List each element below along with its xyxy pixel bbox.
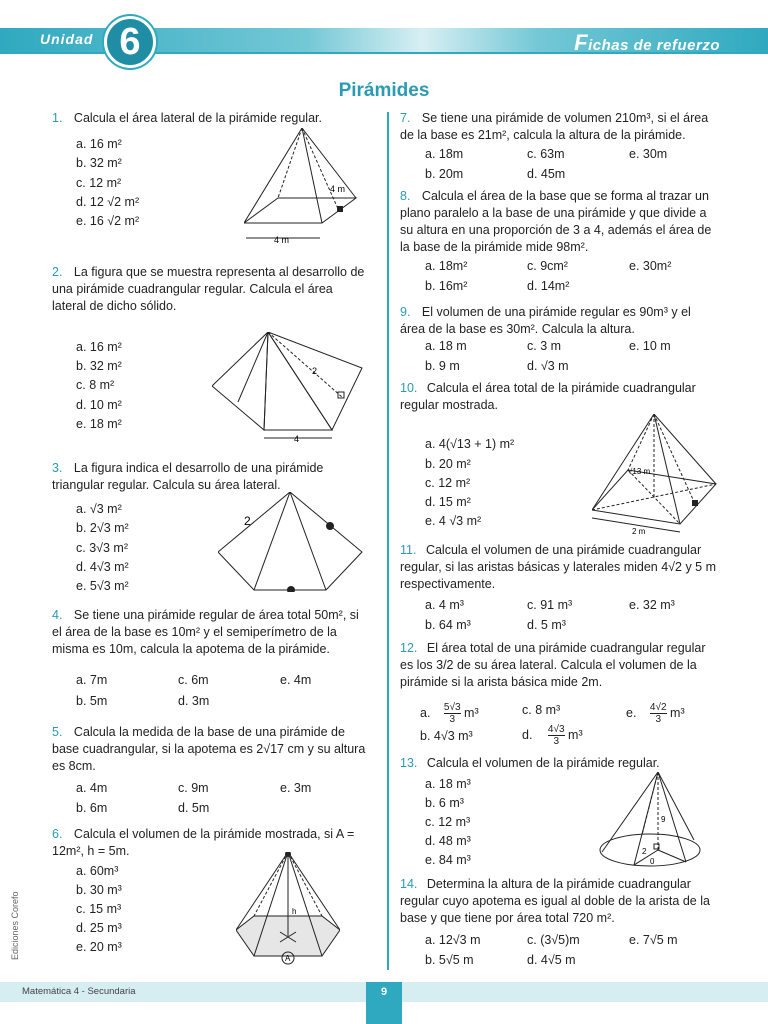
option: c. 12 m²	[425, 476, 471, 490]
question-text: Se tiene una pirámide de volumen 210m³, si el área de la base es 21m², calcula la altura de la pirámide.	[400, 111, 709, 142]
question-13	[400, 755, 718, 772]
figure-q13-pyramid	[598, 772, 702, 870]
option: a. 18m²	[425, 259, 468, 273]
option: b. 5m	[76, 694, 108, 708]
question-number: 12.	[400, 641, 418, 655]
option: e. 4m	[280, 673, 312, 687]
option: e. 5√3 m²	[76, 579, 129, 593]
option: c. 6m	[178, 673, 209, 687]
option: b. 32 m²	[76, 359, 122, 373]
question-text: Calcula el área de la base que se forma al trazar un plano paralelo a la base de una pirámide y que divide a su altura en una proporción de 3 a 4, además el área de la base de la pirámide mide 98m².	[400, 189, 712, 254]
fraction-denominator: 3	[553, 736, 560, 747]
option: e. 4 √3 m²	[425, 514, 482, 528]
figure-label: 2	[312, 366, 318, 376]
option: b. 6 m³	[425, 796, 464, 810]
question-number: 1.	[52, 111, 63, 125]
option: a. 4m	[76, 781, 108, 795]
option: d. 14m²	[527, 279, 570, 293]
question-text: Calcula el volumen de la pirámide regular.	[426, 756, 660, 770]
question-text: Calcula la medida de la base de una pirámide de base cuadrangular, si la apotema es 2√17 cm y su altura es 8cm.	[52, 725, 366, 773]
option: b. 6m	[76, 801, 108, 815]
question-number: 7.	[400, 111, 411, 125]
page-title: Pirámides	[338, 80, 430, 101]
publisher-credit: Ediciones Corefo	[10, 891, 20, 960]
option: c. 91 m³	[527, 598, 573, 612]
question-text: Calcula el volumen de la pirámide mostrada, si A = 12m², h = 5m.	[52, 827, 355, 858]
question-8	[400, 188, 718, 256]
option: d. √3 m	[527, 359, 569, 373]
figure-label: 9	[661, 815, 666, 824]
option: b. 20 m²	[425, 457, 471, 471]
option: e. 10 m	[629, 339, 671, 353]
option: e. 20 m³	[76, 940, 122, 954]
option: d. 3m	[178, 694, 210, 708]
option: c. 3√3 m²	[76, 541, 129, 555]
question-10	[400, 380, 718, 414]
option: e. 16 √2 m²	[76, 214, 140, 228]
page-number: 9	[380, 986, 388, 998]
option: a. 18 m³	[425, 777, 471, 791]
question-2	[52, 264, 370, 315]
question-9	[400, 304, 718, 338]
question-14	[400, 876, 718, 927]
option: b. 9 m	[425, 359, 460, 373]
fraction-denominator: 3	[655, 714, 662, 725]
option: c. 63m	[527, 147, 565, 161]
option: b. 4√3 m³	[420, 729, 473, 743]
option: e. 18 m²	[76, 417, 122, 431]
question-11	[400, 542, 718, 593]
option-letter: e.	[626, 705, 637, 720]
fraction-numerator: 4√3	[547, 724, 565, 735]
question-number: 5.	[52, 725, 63, 739]
option: b. 20m	[425, 167, 464, 181]
option: d. 5m	[178, 801, 210, 815]
option	[420, 702, 479, 725]
option: d. 25 m³	[76, 921, 122, 935]
question-7	[400, 110, 718, 144]
question-number: 14.	[400, 877, 418, 891]
option: d. 10 m²	[76, 398, 122, 412]
option: b. 2√3 m²	[76, 521, 129, 535]
option: c. (3√5)m	[527, 933, 580, 947]
option: a. 7m	[76, 673, 108, 687]
figure-q3-net	[218, 492, 368, 592]
question-text: La figura indica el desarrollo de una pirámide triangular regular. Calcula su área lateral.	[52, 461, 324, 492]
figure-q2-net	[212, 332, 372, 444]
option: b. 16m²	[425, 279, 468, 293]
question-5	[52, 724, 370, 775]
option: a. √3 m²	[76, 502, 122, 516]
option: b. 32 m²	[76, 156, 122, 170]
option-unit: m³	[568, 727, 583, 742]
question-number: 11.	[400, 543, 417, 557]
option: c. 15 m³	[76, 902, 122, 916]
option: a. 16 m²	[76, 340, 122, 354]
question-number: 13.	[400, 756, 418, 770]
question-number: 9.	[400, 305, 411, 319]
question-text: El volumen de una pirámide regular es 90m³ y el área de la base es 30m². Calcula la altura.	[400, 305, 691, 336]
section-label	[574, 30, 720, 56]
option: c. 8 m³	[522, 703, 561, 717]
question-number: 8.	[400, 189, 411, 203]
figure-label: 2 m	[632, 527, 646, 536]
question-number: 2.	[52, 265, 63, 279]
figure-label: h	[292, 907, 297, 916]
option: e. 3m	[280, 781, 312, 795]
figure-label: A	[285, 954, 291, 963]
unit-label: Unidad	[40, 31, 94, 47]
fraction-numerator: 4√2	[649, 702, 667, 713]
figure-q6-pyramid	[236, 852, 340, 970]
figure-label: 2	[642, 847, 647, 856]
footer-book-title: Matemática 4 - Secundaria	[22, 986, 136, 997]
fraction-denominator: 3	[449, 714, 456, 725]
option: e. 84 m³	[425, 853, 471, 867]
option: c. 9cm²	[527, 259, 568, 273]
option-letter: d.	[522, 727, 533, 742]
option: d. 45m	[527, 167, 566, 181]
question-text: Calcula el área total de la pirámide cuadrangular regular mostrada.	[400, 381, 696, 412]
option: e. 30m²	[629, 259, 672, 273]
option: d. 5 m³	[527, 618, 566, 632]
unit-number: 6	[119, 21, 141, 63]
option: d. 15 m²	[425, 495, 471, 509]
question-number: 4.	[52, 608, 63, 622]
option	[522, 724, 583, 747]
option: b. 30 m³	[76, 883, 122, 897]
figure-q1-pyramid	[244, 128, 364, 248]
option: d. 48 m³	[425, 834, 471, 848]
option: a. 16 m²	[76, 137, 122, 151]
option: a. 4 m³	[425, 598, 464, 612]
question-number: 6.	[52, 827, 63, 841]
option: c. 12 m²	[76, 176, 122, 190]
figure-label: √13 m	[628, 467, 651, 476]
unit-badge	[104, 16, 156, 68]
question-number: 3.	[52, 461, 63, 475]
option-unit: m³	[670, 705, 685, 720]
question-text: Se tiene una pirámide regular de área total 50m², si el área de la base es 10m² y el semiperímetro de la misma es 10m, calcula la apotema de la pirámide.	[52, 608, 359, 656]
question-text: El área total de una pirámide cuadrangular regular es los 3/2 de su área lateral. Calcula el volumen de la pirámide si la arista básica mide 2m.	[400, 641, 706, 689]
option: c. 8 m²	[76, 378, 115, 392]
option: a. 12√3 m	[425, 933, 481, 947]
column-divider	[387, 112, 389, 970]
question-number: 10.	[400, 381, 418, 395]
option: d. 12 √2 m²	[76, 195, 140, 209]
question-text: La figura que se muestra representa al desarrollo de una pirámide cuadrangular regular. Calcula el área lateral de dicho sólido.	[52, 265, 365, 313]
option: a. 60m³	[76, 864, 119, 878]
question-4	[52, 607, 370, 658]
option: d. 4√5 m	[527, 953, 576, 967]
option: a. 18 m	[425, 339, 467, 353]
option: a. 18m	[425, 147, 464, 161]
option-unit: m³	[464, 705, 479, 720]
option: c. 3 m	[527, 339, 562, 353]
question-text: Determina la altura de la pirámide cuadrangular regular cuyo apotema es igual al doble de la arista de la base y que tiene por área total 720 m².	[400, 877, 710, 925]
question-text: Calcula el área lateral de la pirámide regular.	[73, 111, 322, 125]
option: c. 12 m³	[425, 815, 471, 829]
fraction-numerator: 5√3	[443, 702, 461, 713]
option: b. 64 m³	[425, 618, 471, 632]
section-label-rest: ichas de refuerzo	[588, 37, 720, 54]
question-1	[52, 110, 370, 127]
figure-label: 2	[244, 514, 251, 528]
figure-label: 4 m	[330, 184, 346, 194]
section-label-initial: F	[574, 30, 589, 55]
option	[626, 702, 685, 725]
option: e. 30m	[629, 147, 668, 161]
option: e. 7√5 m	[629, 933, 678, 947]
question-3	[52, 460, 370, 494]
option-letter: a.	[420, 705, 431, 720]
option: c. 9m	[178, 781, 209, 795]
figure-label: 4	[294, 434, 300, 444]
figure-label: 4 m	[274, 235, 290, 245]
option: b. 5√5 m	[425, 953, 474, 967]
question-12	[400, 640, 718, 691]
option: e. 32 m³	[629, 598, 675, 612]
option: a. 4(√13 + 1) m²	[425, 437, 515, 451]
figure-q10-pyramid	[592, 414, 718, 538]
option: d. 4√3 m²	[76, 560, 129, 574]
figure-label: 0	[650, 857, 655, 866]
question-text: Calcula el volumen de una pirámide cuadrangular regular, si las aristas básicas y laterales miden 4√2 y 5 m respectivamente.	[400, 543, 717, 591]
